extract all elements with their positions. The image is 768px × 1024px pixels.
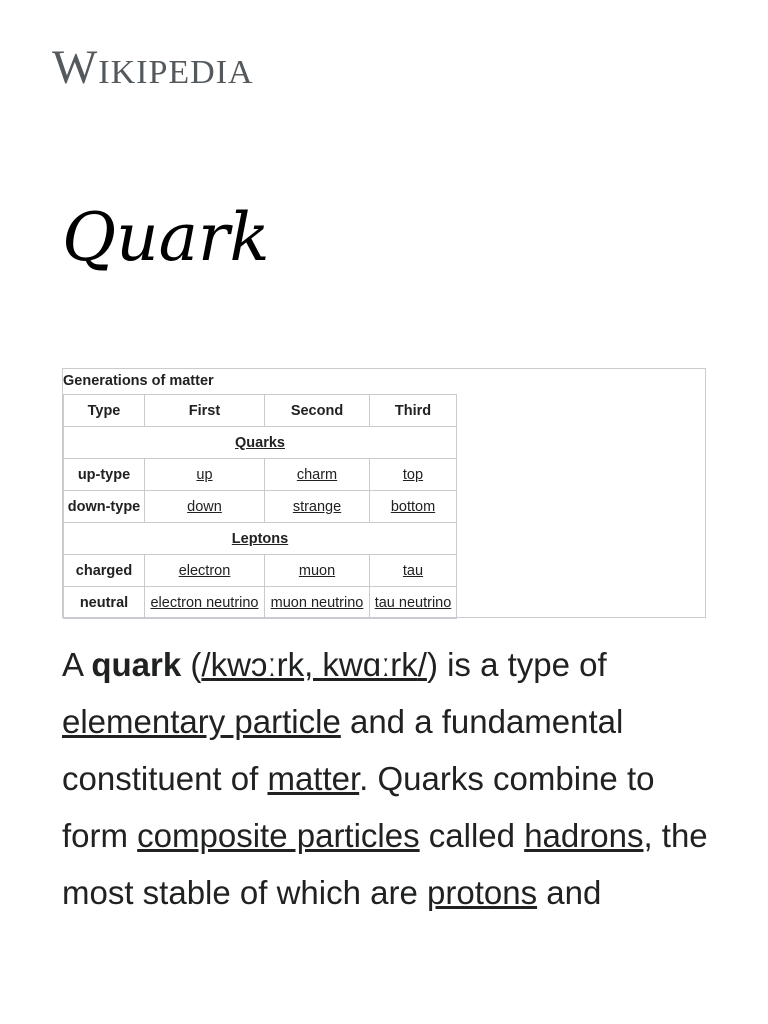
header-third: Third <box>370 395 457 427</box>
quarks-link[interactable]: Quarks <box>235 434 285 451</box>
row-label: up-type <box>64 459 145 491</box>
electron-neutrino-link[interactable]: electron neutrino <box>150 594 259 611</box>
table-cell <box>265 491 370 523</box>
down-quark-link[interactable]: down <box>187 498 222 515</box>
lead-text: called <box>419 817 525 854</box>
protons-link[interactable]: protons <box>427 874 538 911</box>
leptons-link[interactable]: Leptons <box>231 530 289 547</box>
matter-link[interactable]: matter <box>267 760 360 797</box>
lead-text: ( <box>181 646 202 683</box>
table-cell <box>145 491 265 523</box>
generations-table <box>63 394 457 619</box>
ipa-pronunciation-link[interactable] <box>201 646 427 683</box>
lead-text: ) is a type of <box>426 646 607 683</box>
infobox-caption: Generations of matter <box>63 373 214 389</box>
elementary-particle-link[interactable]: elementary particle <box>62 703 341 740</box>
charm-quark-link[interactable]: charm <box>296 466 338 483</box>
generations-infobox <box>62 368 706 618</box>
electron-link[interactable]: electron <box>178 562 231 579</box>
hadrons-link[interactable]: hadrons <box>524 817 644 854</box>
row-label: neutral <box>64 587 145 619</box>
section-row-leptons <box>64 523 457 555</box>
section-row-quarks <box>64 427 457 459</box>
table-cell <box>145 459 265 491</box>
table-row <box>64 491 457 523</box>
table-cell <box>370 587 457 619</box>
muon-neutrino-link[interactable]: muon neutrino <box>270 594 364 611</box>
composite-particles-link[interactable]: composite particles <box>137 817 420 854</box>
table-cell <box>145 587 265 619</box>
table-row <box>64 555 457 587</box>
tau-link[interactable]: tau <box>402 562 424 579</box>
up-quark-link[interactable]: up <box>196 466 213 483</box>
bottom-quark-link[interactable]: bottom <box>390 498 436 515</box>
table-cell <box>370 459 457 491</box>
page-title: Quark <box>62 199 270 276</box>
row-label: charged <box>64 555 145 587</box>
muon-link[interactable]: muon <box>298 562 336 579</box>
ipa-slash: / <box>201 646 211 683</box>
wikipedia-logo[interactable]: Wikipedia <box>52 41 254 94</box>
bold-term: quark <box>91 646 182 683</box>
lead-text: . Quarks combine to form <box>62 760 655 854</box>
header-second: Second <box>265 395 370 427</box>
section-heading-quarks <box>64 427 457 459</box>
row-label: down-type <box>64 491 145 523</box>
table-cell <box>265 587 370 619</box>
table-cell <box>265 555 370 587</box>
table-row <box>64 459 457 491</box>
table-cell <box>145 555 265 587</box>
ipa-separator: , <box>304 646 323 683</box>
header-type: Type <box>64 395 145 427</box>
top-quark-link[interactable]: top <box>402 466 424 483</box>
lead-text: and <box>537 874 602 911</box>
lead-text: A <box>62 646 92 683</box>
table-header-row <box>64 395 457 427</box>
ipa-1: kwɔːrk <box>210 646 305 683</box>
ipa-2: kwɑːrk <box>322 646 418 683</box>
table-cell <box>265 459 370 491</box>
lead-text: , the most stable of which are <box>62 817 708 911</box>
lead-text: and a fundamental constituent of <box>62 703 624 797</box>
table-cell <box>370 491 457 523</box>
tau-neutrino-link[interactable]: tau neutrino <box>374 594 452 611</box>
section-heading-leptons <box>64 523 457 555</box>
header-first: First <box>145 395 265 427</box>
table-cell <box>370 555 457 587</box>
strange-quark-link[interactable]: strange <box>292 498 342 515</box>
ipa-slash: / <box>417 646 427 683</box>
table-row <box>64 587 457 619</box>
lead-paragraph <box>62 636 712 921</box>
